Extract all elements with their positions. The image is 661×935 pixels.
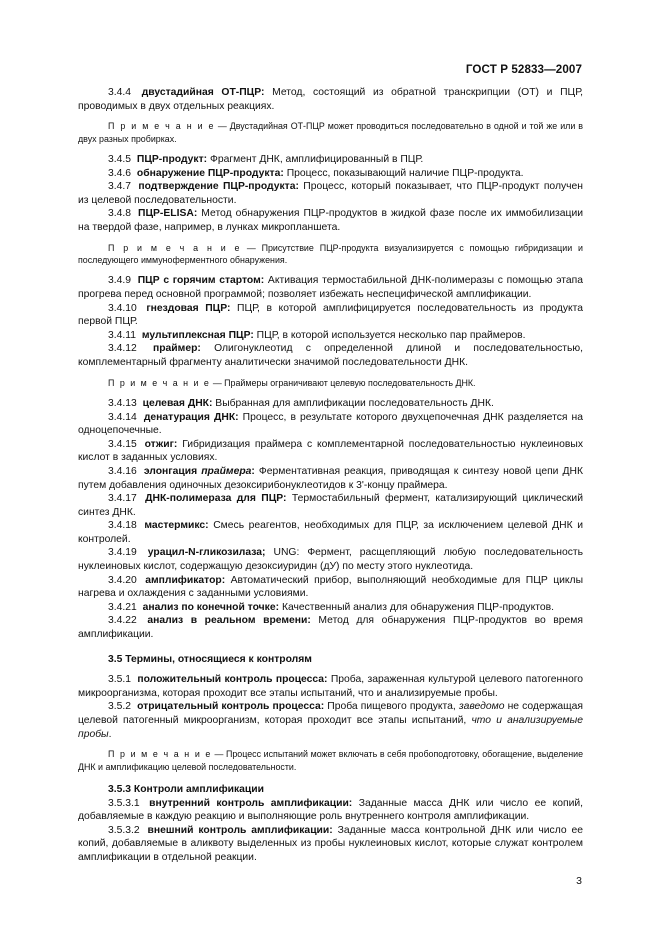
clause-number: 3.4.19 [108,547,137,559]
definition-text: Заданные масса ДНК или число ее копий, добавляемые в каждую реакцию и выполняющие роль внутреннего контроля амплификации. [78,797,584,823]
term: обнаружение ПЦР-продукта: [136,167,284,179]
term: ПЦР с горячим стартом: [137,275,265,287]
definition-text: не содержащая целевой патогенный микроорганизм, которая проходит все этапы испытаний, [78,701,584,726]
clause-number: 3.4.14 [108,411,137,423]
clause-number: 3.4.20 [108,574,137,586]
clause-number: 3.4.12 [108,343,137,355]
clause-number: 3.4.18 [108,520,137,532]
term-definition [78,700,583,741]
definition-text: Термостабильный фермент, катализирующий циклический синтез ДНК. [78,493,583,518]
definition-emphasis: что и анализируемые пробы [78,715,583,740]
term: внешний контроль амплификации: [147,824,333,836]
term: отрицательный контроль процесса: [137,701,325,713]
definition-emphasis: заведомо [458,701,505,713]
definition-text: Фрагмент ДНК, амплифицированный в ПЦР. [209,154,424,165]
definition-text: Проба, зараженная культурой целевого патогенного микроорганизма, которая проходит все этапы испытаний, что и анализируемые пробы. [78,674,584,699]
term-end: : [251,465,255,477]
term-definition [78,601,583,615]
term: подтверждение ПЦР-продукта: [138,181,299,193]
definition-text: Смесь реагентов, необходимых для ПЦР, за исключением целевой ДНК и контролей. [78,520,584,545]
clause-number: 3.4.4 [108,87,132,98]
clause-number: 3.4.10 [108,302,137,314]
term-definition [78,492,583,519]
term-definition [78,574,583,601]
term-definition [78,438,583,465]
note-text: — Присутствие ПЦР-продукта визуализируется с помощью гибридизации и последующего иммуноферментного обнаружения. [78,242,584,265]
term: амплификатор: [145,574,226,586]
definition-text: Метод, состоящий из обратной транскрипции (ОТ) и ПЦР, проводимых в двух отдельных реакциях. [78,87,584,112]
term: урацил-N-гликозилаза; [147,547,266,559]
term-definition [78,824,583,865]
definition-text: Автоматический прибор, выполняющий необходимые для ПЦР циклы нагрева и охлаждения с заданными условиями. [78,574,584,600]
definition-text: Ферментативная реакция, приводящая к синтезу новой цепи ДНК путем добавления одиночных дезоксирибонуклеотидов к 3'-концу праймера. [78,465,584,491]
term-definition [78,153,583,167]
definition-text: Процесс, показывающий наличие ПЦР-продукта. [286,167,524,179]
term-definition [78,546,583,573]
term: мультиплексная ПЦР: [141,329,254,341]
clause-number: 3.5.3.2 [108,824,140,836]
clause-number: 3.5.2 [108,701,132,713]
term-definition [78,673,583,700]
definition-text: Процесс, в результате которого двухцепочечная ДНК разделяется на одноцепочечные. [78,411,584,437]
term: анализ по конечной точке: [142,601,280,613]
clause-number: 3.4.16 [108,465,137,477]
term-definition [78,797,583,824]
term: положительный контроль процесса: [137,674,328,686]
definition-end: . [108,728,112,740]
standard-number: ГОСТ Р 52833—2007 [465,63,582,76]
clause-number: 3.4.17 [108,493,137,505]
term: праймер: [152,343,201,355]
note-text: — Праймеры ограничивают целевую последовательность ДНК. [212,377,476,388]
term: мастермикс: [144,520,209,532]
term-definition [78,207,583,234]
definition-text: Выбранная для амплификации последовательность ДНК. [215,397,494,409]
term: двустадийная ОТ-ПЦР: [141,87,265,98]
term-definition [78,329,583,343]
term-definition [78,86,583,113]
note [78,748,583,773]
definition-text: Процесс, который показывает, что ПЦР-продукт получен из целевой последовательности. [78,181,584,206]
definition-text: ПЦР, в которой используется несколько пар праймеров. [256,329,526,341]
definition-text: Активация термостабильной ДНК-полимеразы с помощью этапа прогрева перед основной программой; позволяет избежать неспецифической амплификации. [78,275,584,300]
definition-text: Качественный анализ для обнаружения ПЦР-продуктов. [281,601,554,613]
term-definition [78,167,583,181]
clause-number: 3.4.9 [108,275,132,287]
term: внутренний контроль амплификации: [149,797,353,809]
term-italic: праймера [201,465,252,477]
definition-text: Проба пищевого продукта, [327,701,456,713]
clause-number: 3.4.13 [108,397,137,409]
term: ДНК-полимераза для ПЦР: [145,493,287,505]
note-label: П р и м е ч а н и е [108,377,211,388]
term-definition [78,302,583,329]
note-text: — Процесс испытаний может включать в себя пробоподготовку, обогащение, выделение ДНК и амплификацию целевой последовательности. [78,749,584,772]
term: анализ в реальном времени: [147,615,311,627]
note-label: П р и м е ч а н и е [108,749,212,760]
definition-text: Гибридизация праймера с комплементарной последовательностью нуклеиновых кислот в заданных условиях. [78,438,584,464]
clause-number: 3.4.6 [108,167,132,179]
clause-number: 3.4.7 [108,181,132,193]
page-number: 3 [576,875,582,887]
term-definition [78,397,583,411]
term: гнездовая ПЦР: [146,302,231,314]
note [78,120,583,145]
note-label: П р и м е ч а н и е [108,121,215,132]
clause-number: 3.4.15 [108,438,137,450]
term: ПЦР-ELISA: [138,208,198,220]
clause-number: 3.4.22 [108,615,137,627]
term-text: элонгация [143,465,198,477]
subsection-heading: 3.5.3 Контроли амплификации [108,784,265,795]
term-definition [78,180,583,207]
term-definition [78,411,583,438]
clause-number: 3.4.11 [108,329,136,341]
note-text: — Двустадийная ОТ-ПЦР может проводиться последовательно в одной и той же или в двух разных пробирках. [78,121,583,144]
clause-number: 3.4.21 [108,601,137,613]
term: денатурация ДНК: [143,411,239,423]
term [144,466,255,477]
term-definition [78,274,583,301]
clause-number: 3.5.3.1 [108,797,140,809]
term: целевая ДНК: [142,397,213,409]
term: отжиг: [144,438,178,450]
definition-text: Метод для обнаружения ПЦР-продуктов во время амплификации. [78,615,583,641]
definition-text: Заданные масса контрольной ДНК или число ее копий, добавляемые в аликвоту выделенных из пробы нуклеиновых кислот, которые служат контролем амплификации в отдельной реакции. [78,824,584,863]
definition-text: UNG: Фермент, расщепляющий любую последовательность нуклеиновых кислот, содержащую дезоксиуридин (дУ) по месту этого нуклеотида. [78,547,584,573]
term-definition [78,342,583,369]
note [78,377,583,389]
term: ПЦР-продукт: [136,154,208,165]
clause-number: 3.4.8 [108,208,132,220]
note-label: П р и м е ч а н и е [108,242,241,253]
section-heading: 3.5 Термины, относящиеся к контролям [108,653,312,665]
term-definition [78,465,583,492]
clause-number: 3.5.1 [108,674,132,686]
definition-text: Олигонуклеотид с определенной длиной и последовательностью, комплементарный фрагменту аналитически значимой последовательности ДНК. [78,343,584,368]
definition-text: ПЦР, в которой амплифицируется последовательность из продукта первой ПЦР. [78,302,584,328]
document-body [78,86,583,865]
note [78,242,583,267]
term-definition [78,614,583,641]
term-definition [78,519,583,546]
definition-text: Метод обнаружения ПЦР-продуктов в жидкой фазе после их иммобилизации на твердой фазе, например, в лунках микропланшета. [78,208,584,233]
clause-number: 3.4.5 [108,154,132,165]
